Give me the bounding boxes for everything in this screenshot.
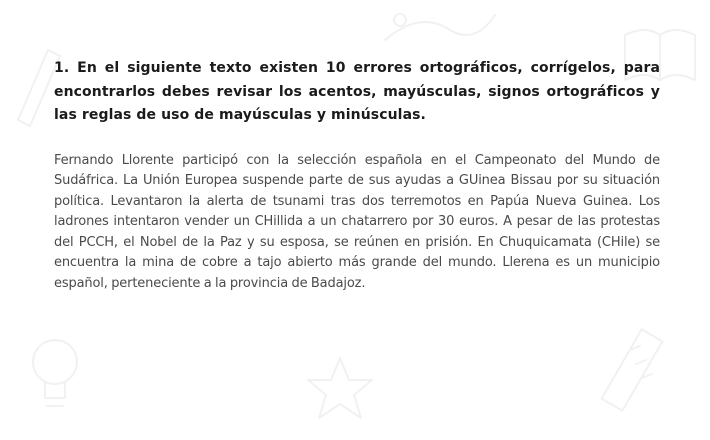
exercise-question: 1. En el siguiente texto existen 10 errores ortográficos, corrígelos, para encontrarlos debes revisar los acentos, mayúsculas, signos ortográficos y las reglas de uso de mayúsculas y minúsculas. bbox=[54, 60, 660, 123]
ruler-icon bbox=[600, 320, 700, 420]
lightbulb-icon bbox=[20, 330, 90, 420]
star-icon bbox=[300, 350, 380, 430]
exercise-block bbox=[54, 57, 660, 295]
notebook-icon bbox=[380, 0, 500, 50]
exercise-passage: Fernando Llorente participó con la selección española en el Campeonato del Mundo de Sudáfrica. La Unión Europea suspende parte de sus ayudas a GUinea Bissau por su situación política. Levantaron la alerta de tsunami tras dos terremotos en Papúa Nueva Guinea. Los ladrones intentaron vender un CHillida a un chatarrero por 30 euros. A pesar de las protestas del PCCH, el Nobel de la Paz y su esposa, se reúnen en prisión. En Chuquicamata (CHile) se encuentra la mina de cobre a tajo abierto más grande del mundo. Llerena es un municipio español, perteneciente a la provincia de Badajoz. bbox=[54, 152, 660, 292]
